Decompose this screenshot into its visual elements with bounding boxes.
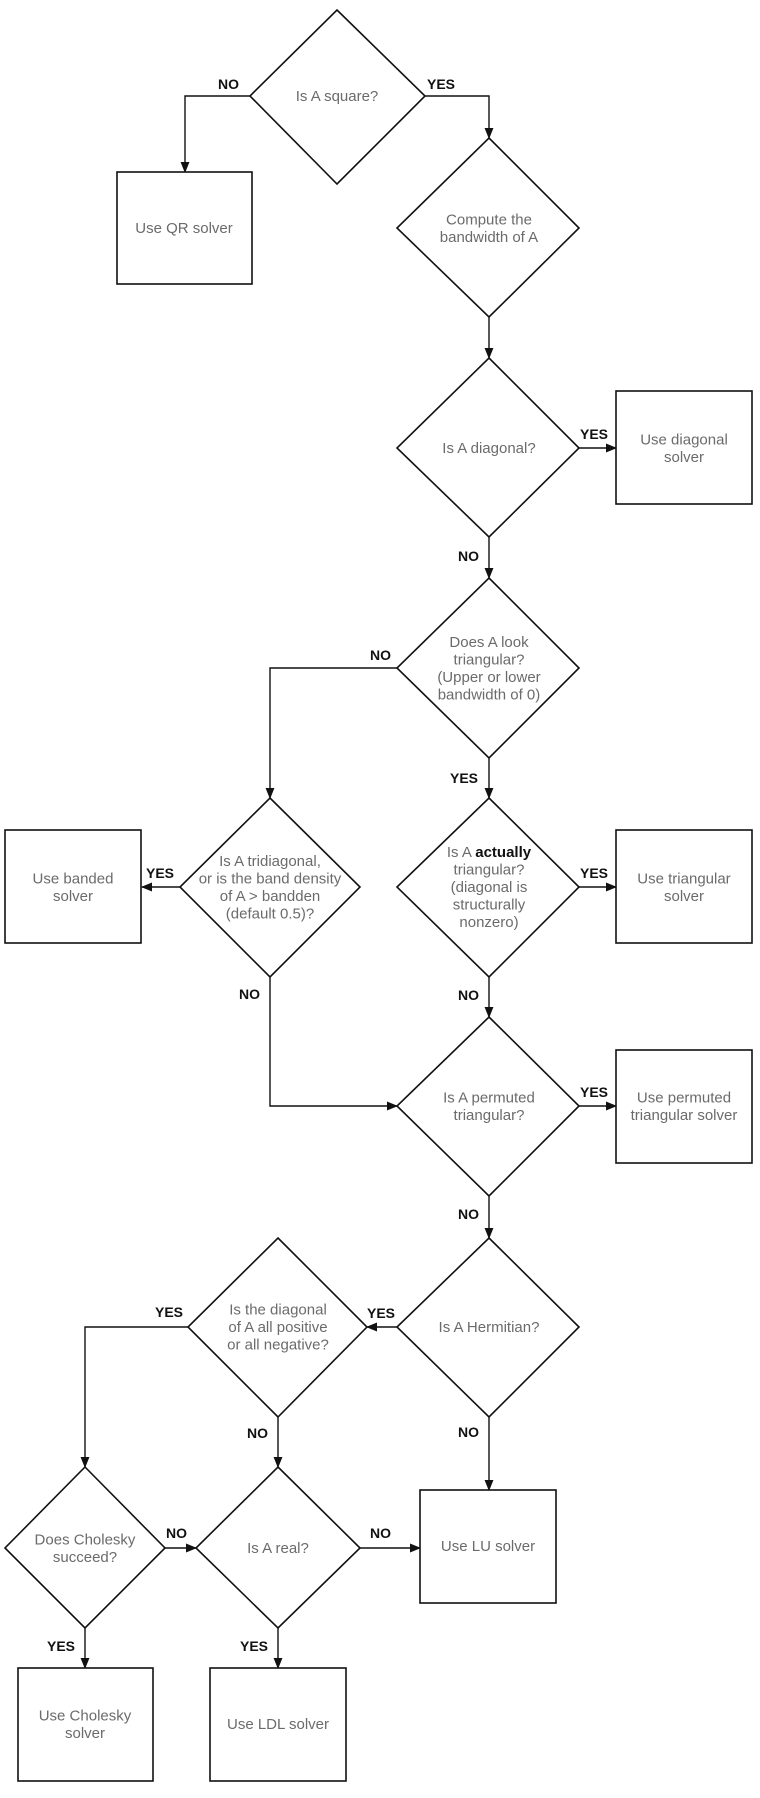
result-banded-solver: [5, 830, 141, 943]
edge-label-look-no: NO: [370, 647, 391, 663]
decision-look-triangular-text: Does A look triangular? (Upper or lower bandwidth of 0): [437, 633, 541, 704]
result-lu-solver: [420, 1490, 556, 1603]
result-permuted-triangular-solver: [616, 1050, 752, 1163]
result-diagonal-solver-text: Use diagonal solver: [640, 431, 728, 466]
edge-label-actual-no: NO: [458, 987, 479, 1003]
edge-square-no: [185, 96, 250, 172]
decision-is-diagonal: [397, 358, 579, 537]
decision-permuted-triangular: [397, 1017, 579, 1196]
decision-permuted-triangular-text: Is A permuted triangular?: [443, 1089, 535, 1124]
decision-tridiagonal: [180, 798, 360, 977]
result-qr-solver: [117, 172, 252, 284]
result-cholesky-solver: [18, 1668, 153, 1781]
result-permuted-triangular-solver-text: Use permuted triangular solver: [630, 1089, 738, 1124]
edge-label-diagonal-no: NO: [458, 548, 479, 564]
edge-label-tridiag-yes: YES: [146, 865, 175, 881]
decision-diagonal-sign: [188, 1238, 367, 1417]
result-triangular-solver-text: Use triangular solver: [637, 870, 731, 905]
result-lu-solver-text: Use LU solver: [440, 1538, 536, 1555]
decision-hermitian-text: Is A Hermitian?: [438, 1319, 540, 1336]
edge-label-tridiag-no: NO: [239, 986, 260, 1002]
edge-label-actual-yes: YES: [580, 865, 609, 881]
decision-is-real: [196, 1467, 360, 1628]
edge-label-perm-no: NO: [458, 1206, 479, 1222]
edge-label-look-yes: YES: [450, 770, 479, 786]
decision-is-square-text: Is A square?: [295, 88, 379, 105]
edge-label-sign-yes: YES: [155, 1304, 184, 1320]
decision-cholesky-succeed: [5, 1467, 165, 1628]
result-ldl-solver-text: Use LDL solver: [227, 1716, 329, 1733]
decision-hermitian: [397, 1238, 579, 1417]
decision-diagonal-sign-text: Is the diagonal of A all positive or all negative?: [227, 1301, 329, 1354]
decision-actually-triangular: [397, 798, 579, 977]
decision-bandwidth-text: Compute the bandwidth of A: [439, 211, 539, 246]
edge-label-square-no: NO: [218, 76, 239, 92]
edge-label-real-yes: YES: [240, 1638, 269, 1654]
decision-tridiagonal-text: Is A tridiagonal, or is the band density of A > bandden (default 0.5)?: [198, 852, 342, 923]
result-qr-solver-text: Use QR solver: [135, 220, 233, 237]
edge-label-chol-yes: YES: [47, 1638, 76, 1654]
edge-label-real-no: NO: [370, 1525, 391, 1541]
edge-label-perm-yes: YES: [580, 1084, 609, 1100]
edge-label-herm-yes: YES: [367, 1305, 396, 1321]
decision-actually-triangular-text: Is A actually triangular? (diagonal is structurally nonzero): [446, 844, 532, 931]
edge-label-diagonal-yes: YES: [580, 426, 609, 442]
result-banded-solver-text: Use banded solver: [32, 870, 114, 905]
decision-bandwidth: [397, 138, 579, 317]
edge-sign-yes: [85, 1327, 188, 1467]
decision-is-square: [250, 10, 425, 184]
result-ldl-solver: [210, 1668, 346, 1781]
decision-look-triangular: [397, 578, 579, 758]
decision-cholesky-succeed-text: Does Cholesky succeed?: [34, 1531, 136, 1566]
edge-label-herm-no: NO: [458, 1424, 479, 1440]
edge-look-no: [270, 668, 397, 798]
result-cholesky-solver-text: Use Cholesky solver: [38, 1707, 132, 1742]
edge-square-yes: [425, 96, 489, 138]
edge-label-square-yes: YES: [427, 76, 456, 92]
result-triangular-solver: [616, 830, 752, 943]
decision-is-diagonal-text: Is A diagonal?: [442, 440, 536, 457]
decision-is-real-text: Is A real?: [247, 1540, 309, 1557]
edge-label-chol-no: NO: [166, 1525, 187, 1541]
edge-tridiag-no: [270, 977, 397, 1106]
edge-label-sign-no: NO: [247, 1425, 268, 1441]
result-diagonal-solver: [616, 391, 752, 504]
